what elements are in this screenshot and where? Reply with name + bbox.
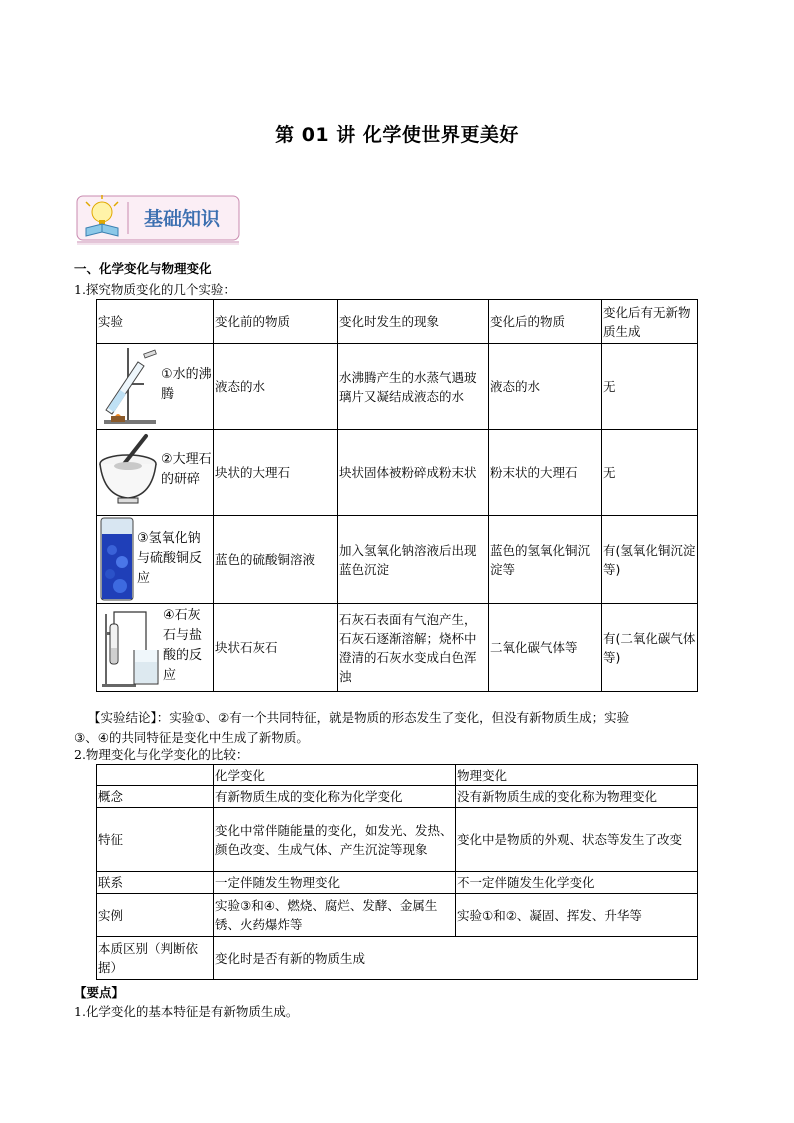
table-cell: 石灰石表面有气泡产生，石灰石逐渐溶解；烧杯中澄清的石灰水变成白色浑浊	[338, 604, 489, 692]
table-cell: 粉末状的大理石	[489, 430, 602, 516]
table-row	[97, 937, 698, 980]
boiling-water-apparatus-image	[98, 344, 160, 426]
experiment-cell	[97, 516, 214, 604]
conclusion-line: 【实验结论】：实验①、②有一个共同特征，就是物质的形态发生了变化，但没有新物质生成；实验	[88, 710, 630, 725]
table-cell: 实验①和②、凝固、挥发、升华等	[456, 894, 698, 937]
mortar-and-pestle-image	[98, 430, 160, 510]
table-header-cell: 变化后的物质	[489, 300, 602, 344]
table-cell: 联系	[97, 872, 214, 894]
sub-heading-comparison: 2.物理变化与化学变化的比较：	[74, 747, 249, 762]
experiment-label: ①水的沸腾	[161, 367, 212, 402]
experiment-cell	[97, 604, 214, 692]
table-cell: 不一定伴随发生化学变化	[456, 872, 698, 894]
table-cell: 实例	[97, 894, 214, 937]
experiment-conclusion	[74, 708, 724, 748]
table-cell: 特征	[97, 808, 214, 872]
table-cell: 无	[602, 430, 698, 516]
table-cell: 一定伴随发生物理变化	[214, 872, 456, 894]
table-cell: 块状石灰石	[214, 604, 338, 692]
table-row	[97, 872, 698, 894]
page-title: 第 01 讲 化学使世界更美好	[275, 124, 519, 146]
table-cell: 变化时是否有新的物质生成	[214, 937, 698, 980]
table-cell: 实验③和④、燃烧、腐烂、发酵、金属生锈、火药爆炸等	[214, 894, 456, 937]
table-cell: 二氧化碳气体等	[489, 604, 602, 692]
table-row	[97, 604, 698, 692]
conclusion-line: ③、④的共同特征是变化中生成了新物质。	[74, 730, 309, 745]
table-header-row	[97, 300, 698, 344]
table-header-cell: 化学变化	[214, 765, 456, 786]
table-cell: 有新物质生成的变化称为化学变化	[214, 786, 456, 808]
table-cell: 变化中是物质的外观、状态等发生了改变	[456, 808, 698, 872]
table-header-cell: 变化后有无新物质生成	[602, 300, 698, 344]
section-heading: 一、化学变化与物理变化	[74, 261, 212, 276]
experiment-label: ③氢氧化钠与硫酸铜反应	[137, 531, 203, 586]
table-cell: 加入氢氧化钠溶液后出现蓝色沉淀	[338, 516, 489, 604]
table-header-cell: 变化前的物质	[214, 300, 338, 344]
blue-precipitate-tube-image	[98, 516, 136, 602]
table-row	[97, 516, 698, 604]
table-row	[97, 344, 698, 430]
sub-heading-experiments: 1.探究物质变化的几个实验：	[74, 282, 236, 297]
limestone-acid-apparatus-image	[98, 604, 162, 688]
table-cell: 块状的大理石	[214, 430, 338, 516]
basic-knowledge-badge	[74, 190, 242, 246]
keypoint-item: 1.化学变化的基本特征是有新物质生成。	[74, 1004, 299, 1019]
table-cell: 本质区别（判断依据）	[97, 937, 214, 980]
table-header-cell: 物理变化	[456, 765, 698, 786]
table-cell: 没有新物质生成的变化称为物理变化	[456, 786, 698, 808]
table-header-cell: 实验	[97, 300, 214, 344]
experiment-table	[96, 299, 698, 692]
table-cell: 蓝色的氢氧化铜沉淀等	[489, 516, 602, 604]
table-cell: 概念	[97, 786, 214, 808]
table-cell: 液态的水	[489, 344, 602, 430]
experiment-cell	[97, 344, 214, 430]
table-row	[97, 430, 698, 516]
table-row	[97, 808, 698, 872]
badge-label: 基础知识	[143, 208, 221, 230]
table-cell: 有(氢氧化铜沉淀等)	[602, 516, 698, 604]
table-cell: 块状固体被粉碎成粉末状	[338, 430, 489, 516]
keypoints-title: 【要点】	[74, 985, 125, 1000]
table-header-cell	[97, 765, 214, 786]
experiment-label: ④石灰石与盐酸的反应	[163, 608, 203, 683]
table-cell: 蓝色的硫酸铜溶液	[214, 516, 338, 604]
experiment-label: ②大理石的研碎	[161, 452, 212, 487]
experiment-cell	[97, 430, 214, 516]
table-header-row	[97, 765, 698, 786]
table-cell: 变化中常伴随能量的变化，如发光、发热、颜色改变、生成气体、产生沉淀等现象	[214, 808, 456, 872]
table-cell: 液态的水	[214, 344, 338, 430]
comparison-table	[96, 764, 698, 980]
table-row	[97, 894, 698, 937]
table-row	[97, 786, 698, 808]
table-header-cell: 变化时发生的现象	[338, 300, 489, 344]
table-cell: 有(二氧化碳气体等)	[602, 604, 698, 692]
table-cell: 无	[602, 344, 698, 430]
table-cell: 水沸腾产生的水蒸气遇玻璃片又凝结成液态的水	[338, 344, 489, 430]
